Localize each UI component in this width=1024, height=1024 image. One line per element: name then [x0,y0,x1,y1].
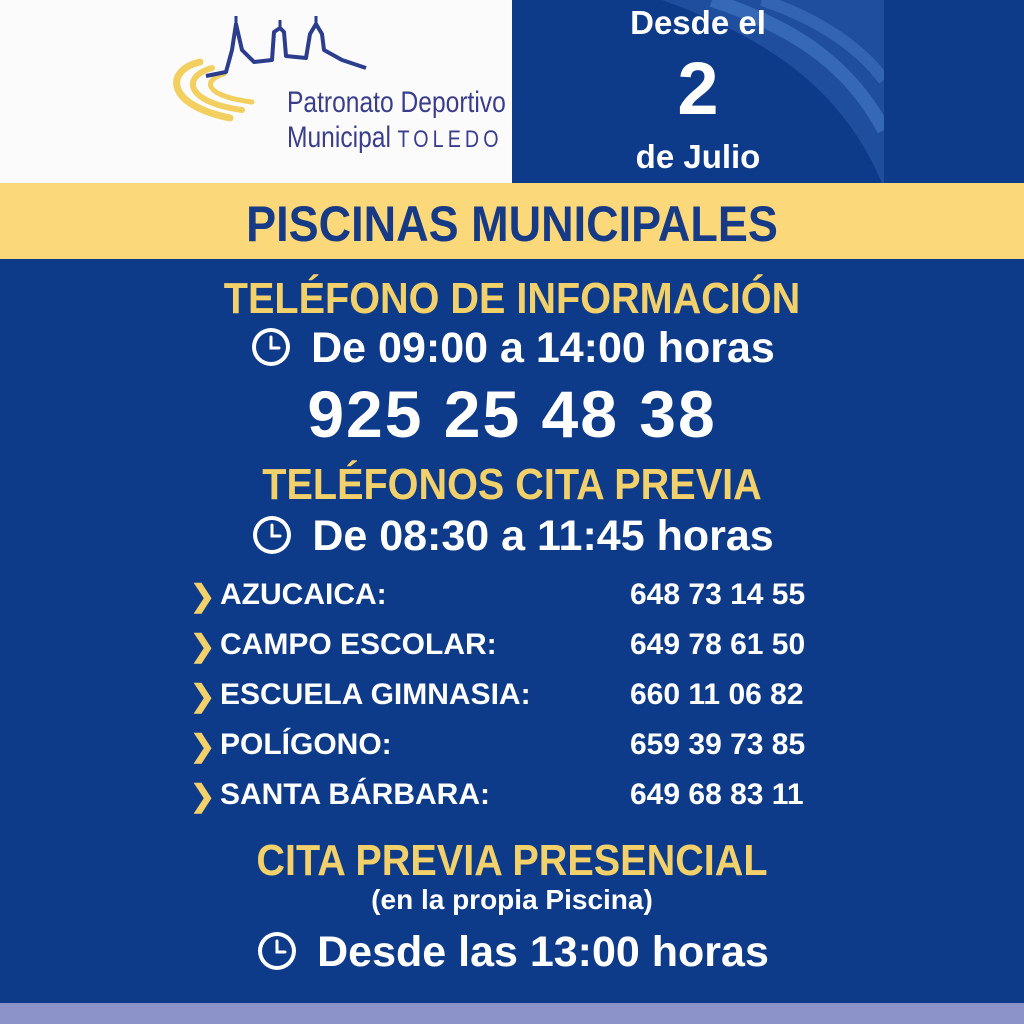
info-phone: 925 25 48 38 [307,377,717,451]
logo-city: TOLEDO [397,126,503,153]
clock-icon [255,929,299,973]
list-item [190,625,850,675]
info-hours-text: De 09:00 a 14:00 horas [311,324,775,372]
pool-phone: 648 73 14 55 [630,578,806,611]
in-person-hours-text: Desde las 13:00 horas [317,928,769,976]
list-item [190,775,850,825]
in-person-subtitle: (en la propia Piscina) [371,884,653,915]
clock-icon [250,513,294,557]
pool-phone-list [190,575,850,825]
pool-name: SANTA BÁRBARA: [220,778,490,811]
chevron-right-icon: ❯ [190,780,216,813]
chevron-right-icon: ❯ [190,680,216,713]
chevron-right-icon: ❯ [190,730,216,763]
pool-phone: 649 78 61 50 [630,628,806,661]
pool-phone: 649 68 83 11 [630,778,804,811]
appointments-hours-text: De 08:30 a 11:45 horas [312,512,774,560]
list-item [190,675,850,725]
list-item [190,575,850,625]
pool-name: ESCUELA GIMNASIA: [220,678,531,711]
appointments-title: TELÉFONOS CITA PREVIA [262,460,762,509]
in-person-hours [0,928,1024,977]
logo-line-1: Patronato Deportivo [287,86,506,119]
logo-panel [0,0,512,183]
date-day: 2 [677,47,719,130]
page-title: PISCINAS MUNICIPALES [246,196,778,252]
bottom-band [0,1003,1024,1024]
clock-icon [249,325,293,369]
list-item [190,725,850,775]
pool-name: CAMPO ESCOLAR: [220,628,497,661]
date-month: de Julio [635,138,761,175]
date-prefix: Desde el [630,4,766,41]
info-title: TELÉFONO DE INFORMACIÓN [223,274,801,323]
in-person-title: CITA PREVIA PRESENCIAL [256,836,768,885]
chevron-right-icon: ❯ [190,630,216,663]
appointments-hours [0,512,1024,561]
pool-phone: 659 39 73 85 [630,728,806,761]
pool-name: AZUCAICA: [220,578,387,611]
chevron-right-icon: ❯ [190,580,216,613]
info-hours [0,324,1024,373]
title-banner [0,183,1024,259]
logo-municipal: Municipal [287,121,391,154]
pool-name: POLÍGONO: [220,728,392,761]
header [0,0,1024,183]
logo-line-2 [287,121,503,155]
pool-phone: 660 11 06 82 [630,678,804,711]
date-panel [512,0,1024,183]
